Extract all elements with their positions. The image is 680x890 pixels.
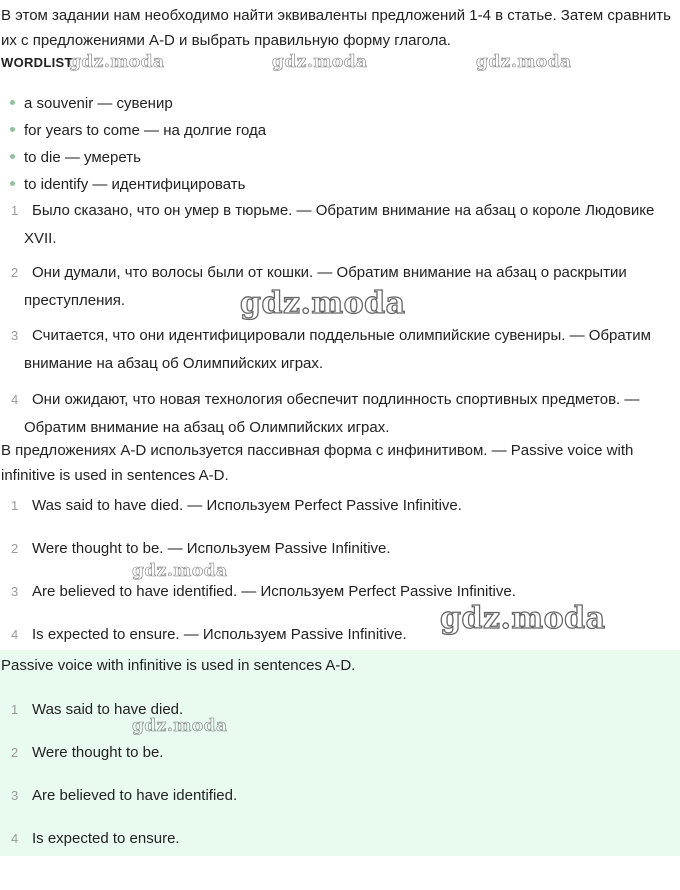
list-item: 2 Were thought to be. — Используем Passive Infinitive. — [11, 540, 391, 557]
answer-title: Passive voice with infinitive is used in sentences A-D. — [1, 657, 356, 674]
bullet-icon — [10, 100, 15, 105]
watermark: gdz.moda — [240, 286, 406, 321]
watermark: gdz.moda — [132, 716, 228, 736]
intro-text: В этом задании нам необходимо найти эквиваленты предложений 1-4 в статье. Затем сравнить их с предложениями A-D и выбрать правильную форму глагола. — [1, 7, 671, 49]
list-item: 3 Are believed to have identified. — Используем Perfect Passive Infinitive. — [11, 583, 516, 600]
list-item: 4 Is expected to ensure. — [11, 830, 180, 847]
list-item: 1 Было сказано, что он умер в тюрьме. — Обратим внимание на абзац о короле Людовике XVII. — [11, 202, 655, 247]
list-item: 3 Считается, что они идентифицировали поддельные олимпийские сувениры. — Обратим внимание на абзац об Олимпийских играх. — [11, 327, 651, 372]
watermark: gdz.moda — [272, 52, 368, 72]
list-item: 1 Was said to have died. — [11, 701, 184, 718]
watermark: gdz.moda — [440, 601, 606, 636]
list-item: a souvenir — сувенир — [10, 90, 266, 117]
bullet-icon — [10, 181, 15, 186]
bullet-icon — [10, 127, 15, 132]
list-item: 2 Они думали, что волосы были от кошки. — Обратим внимание на абзац о раскрытии преступления. — [11, 264, 627, 309]
list-item: for years to come — на долгие года — [10, 117, 266, 144]
watermark: gdz.moda — [476, 52, 572, 72]
bullet-icon — [10, 154, 15, 159]
list-item: 1 Was said to have died. — Используем Perfect Passive Infinitive. — [11, 497, 462, 514]
list-item: to identify — идентифицировать — [10, 171, 266, 198]
list-item: to die — умереть — [10, 144, 266, 171]
list-item: 2 Were thought to be. — [11, 744, 164, 761]
wordlist — [10, 90, 266, 198]
watermark: gdz.moda — [69, 52, 165, 72]
passive-voice-note: В предложениях A-D используется пассивная форма с инфинитивом. — Passive voice with infinitive is used in sentences A-D. — [1, 442, 634, 484]
list-item: 4 Is expected to ensure. — Используем Passive Infinitive. — [11, 626, 407, 643]
watermark: gdz.moda — [132, 561, 228, 581]
wordlist-heading: WORDLIST — [1, 55, 73, 70]
list-item: 3 Are believed to have identified. — [11, 787, 238, 804]
list-item: 4 Они ожидают, что новая технология обеспечит подлинность спортивных предметов. — Обратим внимание на абзац об Олимпийских играх. — [11, 391, 640, 436]
